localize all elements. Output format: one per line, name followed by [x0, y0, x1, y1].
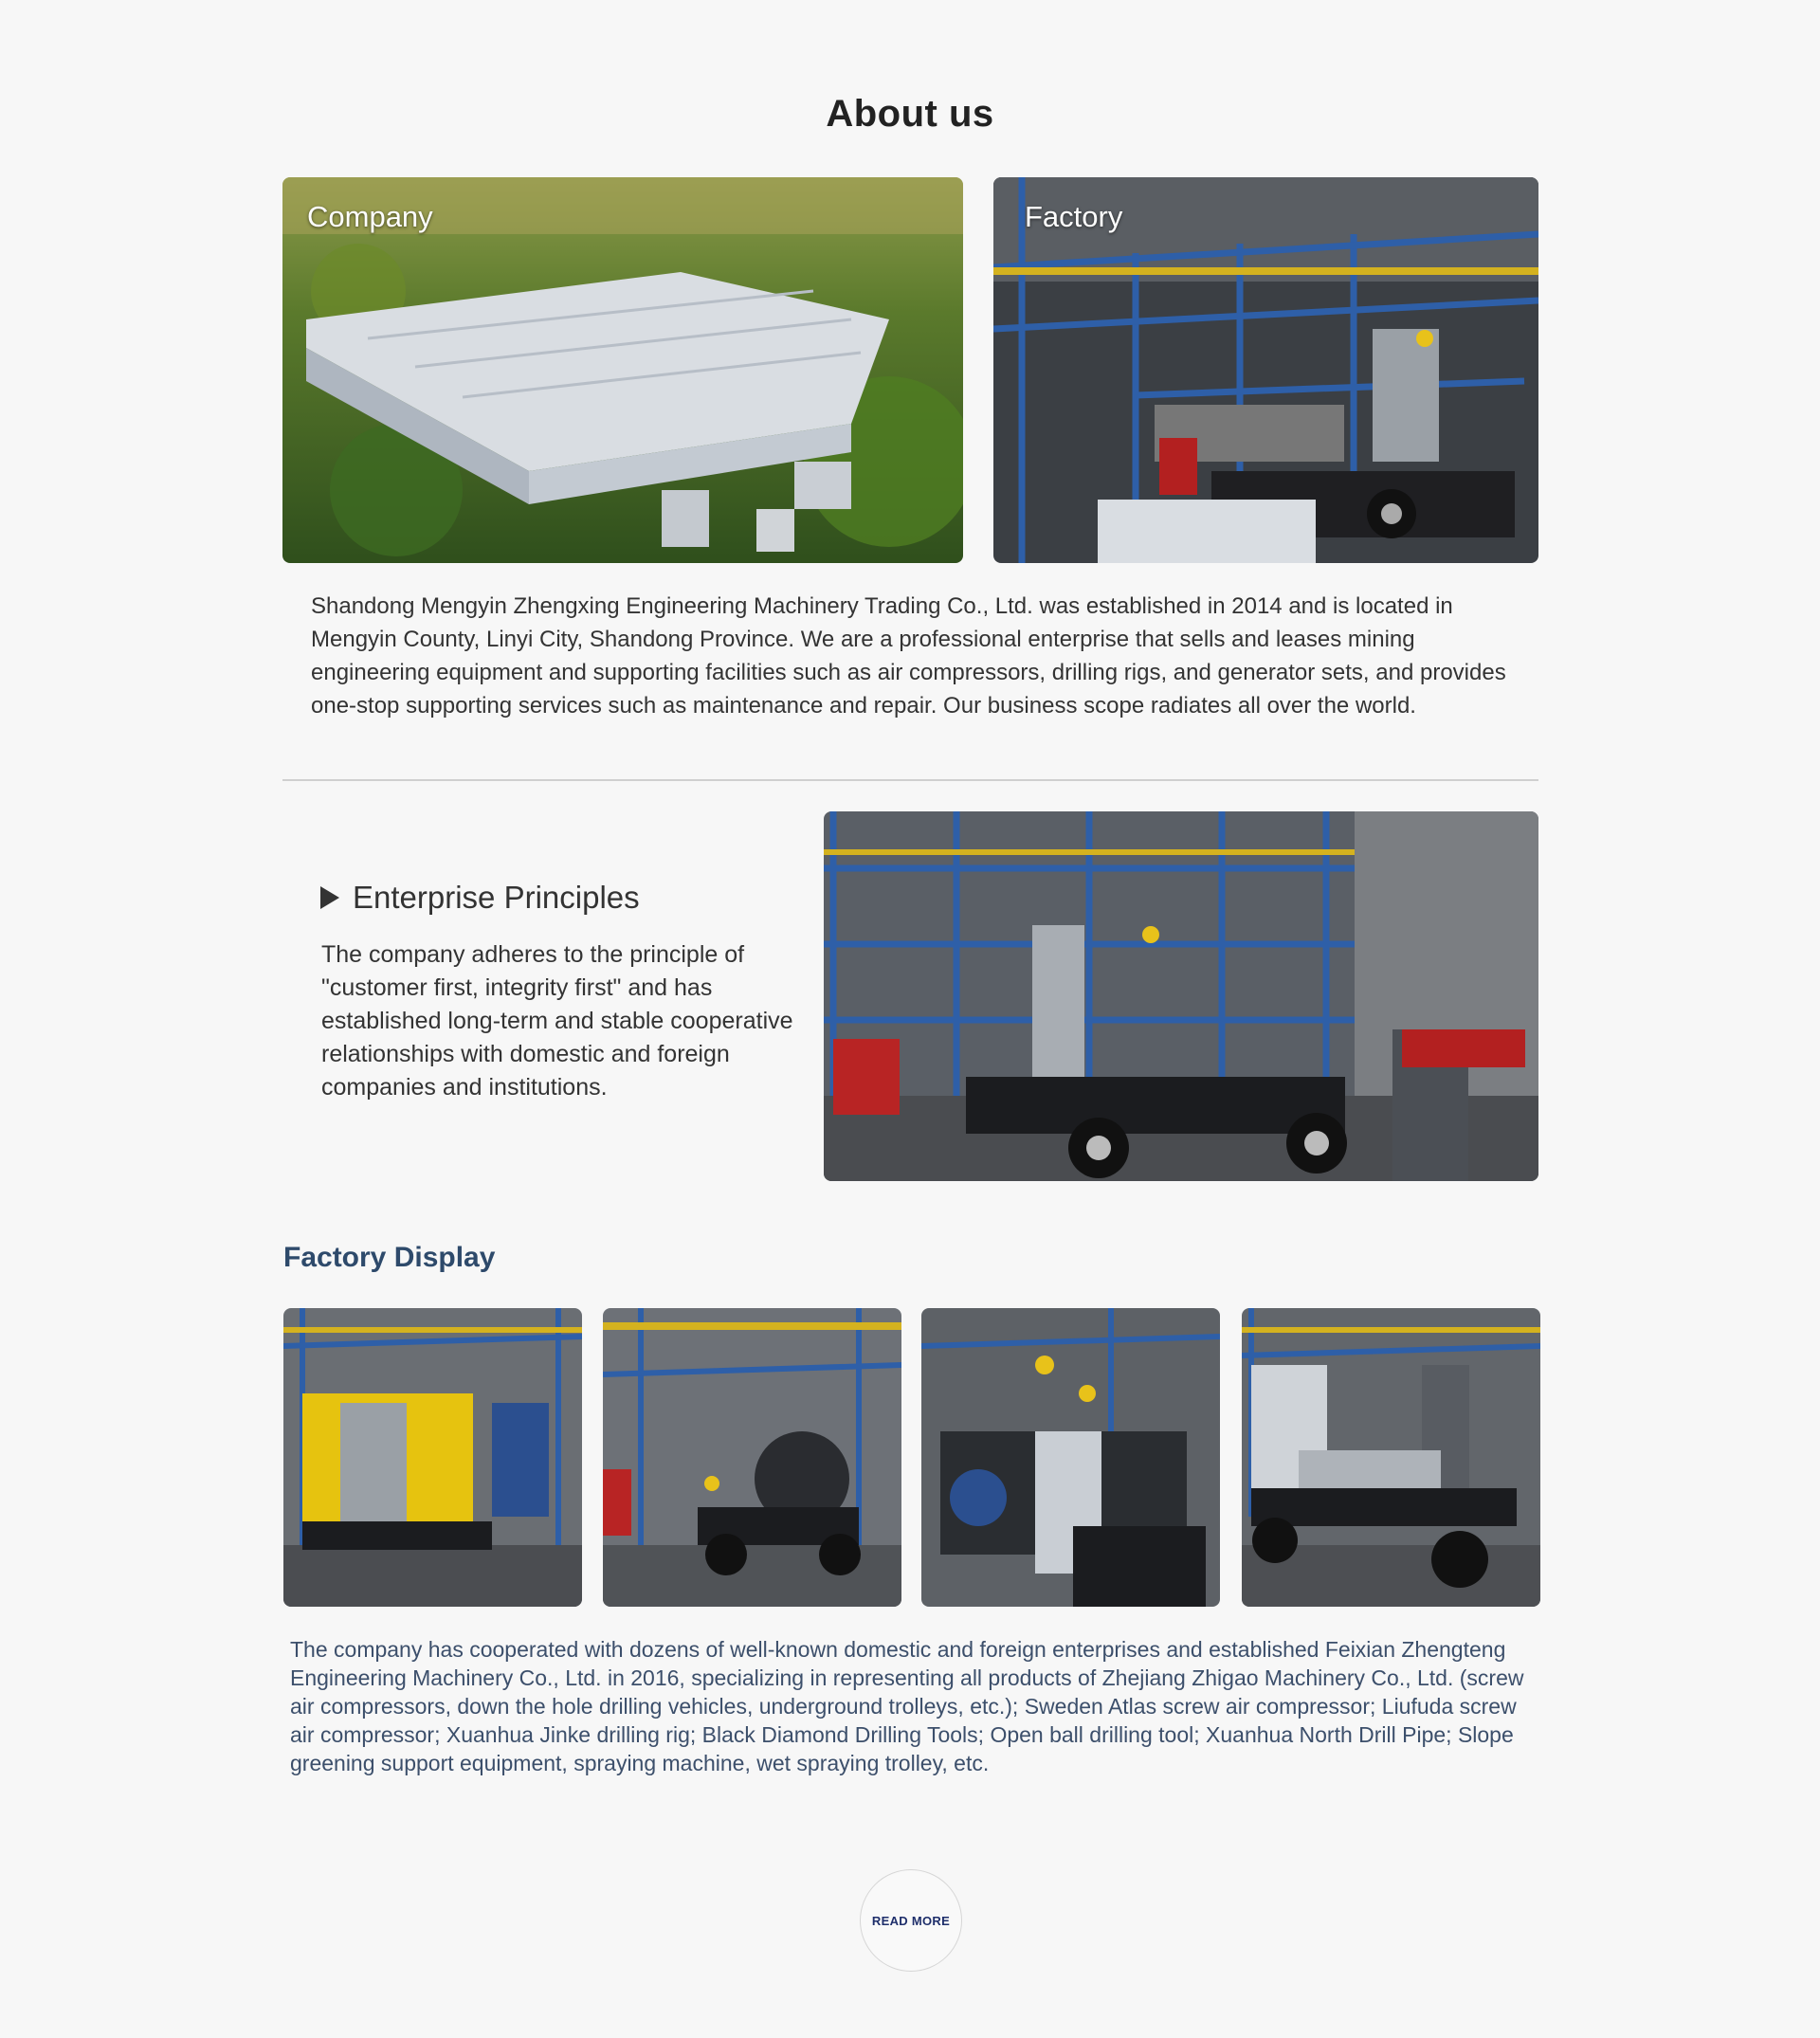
factory-photo[interactable] [993, 177, 1538, 563]
company-label: Company [307, 200, 433, 233]
factory-photo-3[interactable] [921, 1308, 1220, 1607]
factory-photo-4[interactable] [1242, 1308, 1540, 1607]
about-description: Shandong Mengyin Zhengxing Engineering Machinery Trading Co., Ltd. was established in 2014 and is located in Mengyin County, Linyi City, Shandong Province. We are a professional enterprise that sells and leases mining engineering equipment and supporting facilities such as air compressors, drilling rigs, and generator sets, and provides one-stop supporting services such as maintenance and repair. Our business scope radiates all over the world. [311, 593, 1506, 719]
principles-text: The company adheres to the principle of "customer first, integrity first" and has established long-term and stable cooperative relationships with domestic and foreign companies and institutions. [321, 941, 793, 1101]
triangle-bullet-icon [320, 886, 339, 909]
section-divider [282, 779, 1538, 781]
principles-photo[interactable] [824, 811, 1538, 1181]
company-photo[interactable] [282, 177, 963, 563]
factory-display-text: The company has cooperated with dozens of well-known domestic and foreign enterprises and established Feixian Zhengteng Engineering Machinery Co., Ltd. in 2016, specializing in representing all products of Zhejiang Zhigao Machinery Co., Ltd. (screw air compressors, down the hole drilling vehicles, underground trolleys, etc.); Sweden Atlas screw air compressor; Liufuda screw air compressor; Xuanhua Jinke drilling rig; Black Diamond Drilling Tools; Open ball drilling tool; Xuanhua North Drill Pipe; Slope greening support equipment, spraying machine, wet spraying trolley, etc. [290, 1637, 1524, 1775]
factory-label: Factory [1025, 200, 1123, 233]
page-title: About us [826, 93, 994, 135]
factory-photo-1[interactable] [283, 1308, 582, 1607]
principles-heading [320, 880, 640, 916]
factory-photo-2[interactable] [603, 1308, 901, 1607]
read-more-button[interactable]: READ MORE [860, 1869, 962, 1972]
principles-title: Enterprise Principles [353, 880, 640, 915]
factory-display-title: Factory Display [283, 1242, 496, 1273]
